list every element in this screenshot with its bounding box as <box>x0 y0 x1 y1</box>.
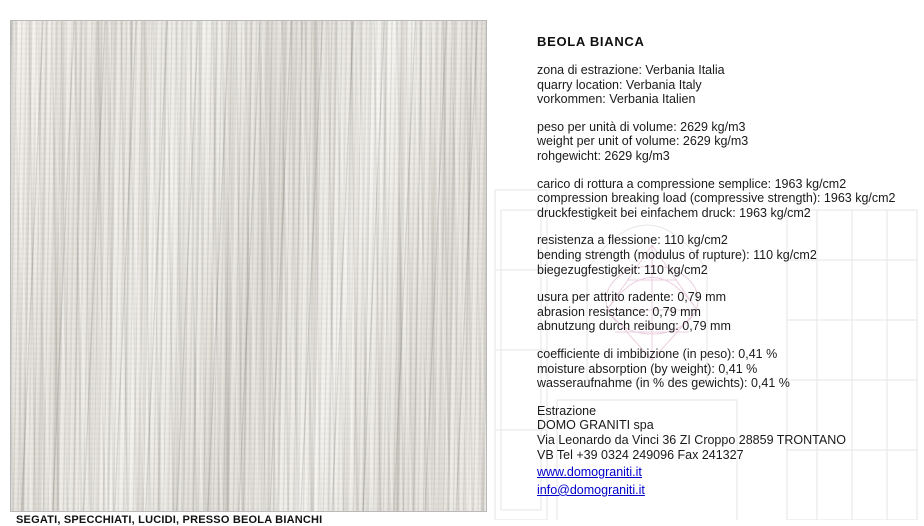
spec-block-abrasion <box>537 290 917 334</box>
contact-label: Estrazione <box>537 403 597 418</box>
contact-block <box>537 404 917 499</box>
stone-datasheet <box>537 34 917 499</box>
spec-block-bending <box>537 233 917 277</box>
spec-line: coefficiente di imbibizione (in peso): 0,41 % <box>537 346 778 361</box>
spec-line: bending strength (modulus of rupture): 110 kg/cm2 <box>537 247 817 262</box>
spec-line: resistenza a flessione: 110 kg/cm2 <box>537 233 728 248</box>
spec-line: quarry location: Verbania Italy <box>537 77 702 92</box>
stone-texture-veins <box>11 21 486 511</box>
spec-line: druckfestigkeit bei einfachem druck: 1963 kg/cm2 <box>537 205 811 220</box>
spec-block-compression <box>537 177 917 221</box>
website-link[interactable]: www.domograniti.it <box>537 464 642 479</box>
email-link[interactable]: info@domograniti.it <box>537 482 645 497</box>
page-title: BEOLA BIANCA <box>537 34 645 49</box>
company-address: Via Leonardo da Vinci 36 ZI Croppo 28859 TRONTANO <box>537 433 846 448</box>
company-phone: VB Tel +39 0324 249096 Fax 241327 <box>537 448 744 463</box>
spec-block-weight <box>537 120 917 164</box>
spec-block-moisture <box>537 347 917 391</box>
spec-line: rohgewicht: 2629 kg/m3 <box>537 148 670 163</box>
spec-line: usura per attrito radente: 0,79 mm <box>537 290 726 305</box>
spec-line: compression breaking load (compressive strength): 1963 kg/cm2 <box>537 191 896 206</box>
stone-sample-caption: SEGATI, SPECCHIATI, LUCIDI, PRESSO BEOLA BIANCHI <box>16 514 323 526</box>
stone-sample-image <box>10 20 487 512</box>
spec-line: peso per unità di volume: 2629 kg/m3 <box>537 119 746 134</box>
spec-line: weight per unit of volume: 2629 kg/m3 <box>537 134 749 149</box>
spec-line: biegezugfestigkeit: 110 kg/cm2 <box>537 262 708 277</box>
spec-line: carico di rottura a compressione semplice: 1963 kg/cm2 <box>537 176 847 191</box>
spec-block-quarry-location <box>537 63 917 107</box>
spec-line: zona di estrazione: Verbania Italia <box>537 63 725 77</box>
spec-line: vorkommen: Verbania Italien <box>537 92 696 107</box>
spec-line: wasseraufnahme (in % des gewichts): 0,41 % <box>537 376 790 391</box>
spec-line: abnutzung durch reibung: 0,79 mm <box>537 319 731 334</box>
spec-line: abrasion resistance: 0,79 mm <box>537 304 701 319</box>
spec-line: moisture absorption (by weight): 0,41 % <box>537 361 758 376</box>
company-name: DOMO GRANITI spa <box>537 418 654 433</box>
